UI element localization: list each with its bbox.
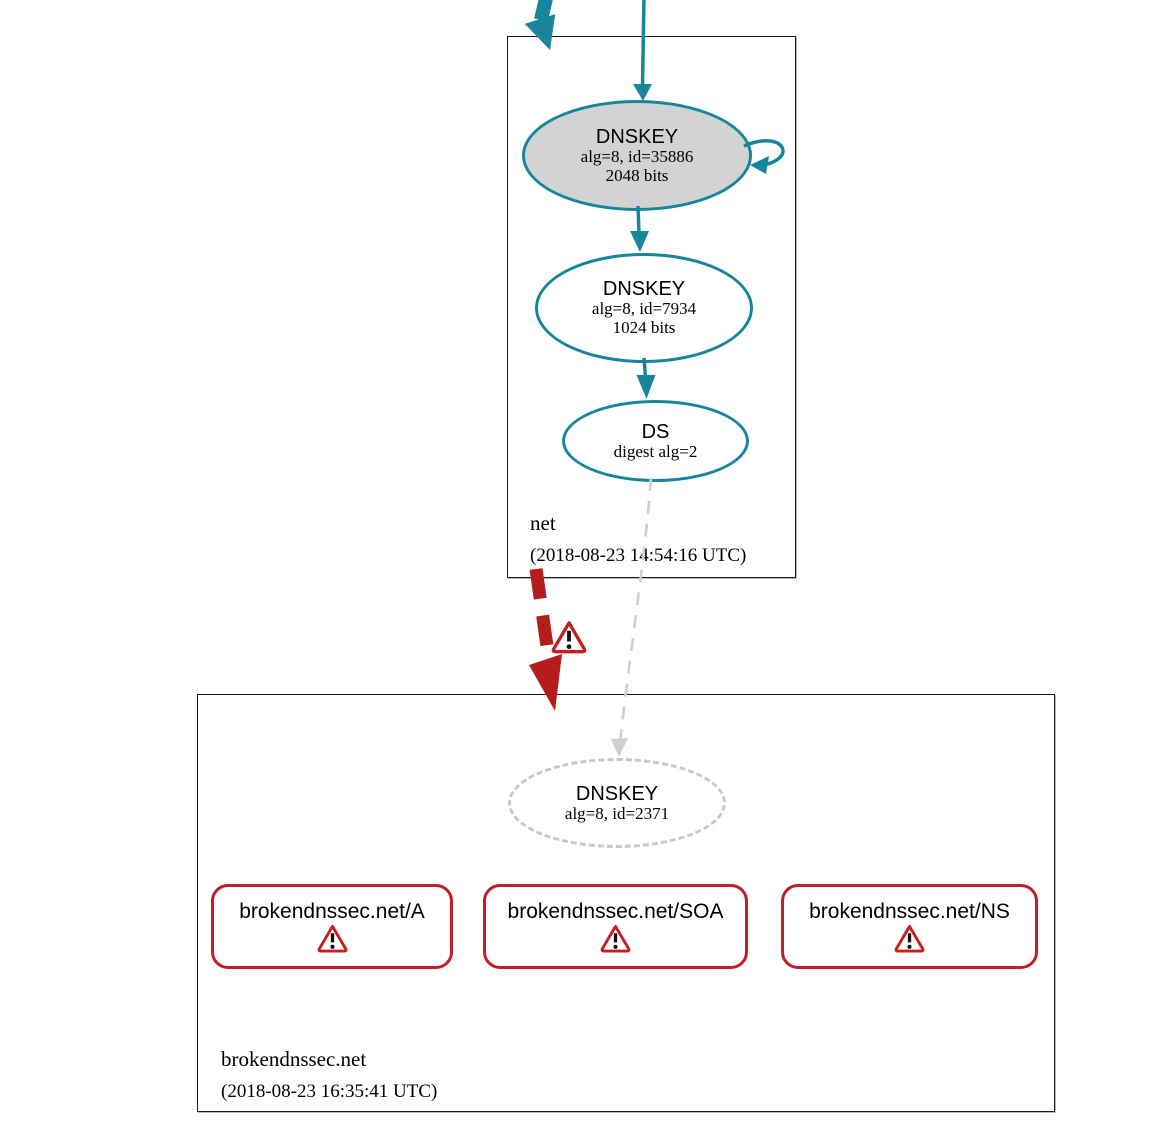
node-dnskey-zsk-7934[interactable] <box>535 253 753 363</box>
node-detail: alg=8, id=7934 <box>591 299 697 319</box>
node-title: DNSKEY <box>602 278 686 301</box>
warning-icon <box>600 924 631 953</box>
node-title: DS <box>641 420 670 443</box>
zone-timestamp-net: (2018-08-23 14:54:16 UTC) <box>530 545 747 566</box>
rrset-label: brokendnssec.net/A <box>239 900 425 923</box>
node-detail: 1024 bits <box>612 318 676 337</box>
node-detail: alg=8, id=2371 <box>564 803 670 823</box>
rrset-label: brokendnssec.net/SOA <box>507 900 724 923</box>
rrset-label: brokendnssec.net/NS <box>809 900 1010 923</box>
zone-timestamp-brokendnssec-net: (2018-08-23 16:35:41 UTC) <box>221 1081 438 1102</box>
zone-name-net: net <box>530 511 556 535</box>
rrset-brokendnssec-net-a[interactable] <box>211 884 453 969</box>
warning-icon <box>551 620 587 654</box>
node-detail: digest alg=2 <box>613 441 698 461</box>
node-dnskey-broken-2371[interactable] <box>508 758 726 848</box>
node-title: DNSKEY <box>595 125 679 148</box>
warning-icon <box>894 924 925 953</box>
node-ds[interactable] <box>562 400 749 482</box>
zone-name-brokendnssec-net: brokendnssec.net <box>221 1047 367 1071</box>
node-detail: alg=8, id=35886 <box>580 146 694 166</box>
node-title: DNSKEY <box>575 782 659 805</box>
warning-icon <box>317 924 348 953</box>
rrset-brokendnssec-net-ns[interactable] <box>781 884 1038 969</box>
node-detail: 2048 bits <box>605 165 669 185</box>
node-dnskey-ksk-35886[interactable] <box>522 100 752 211</box>
rrset-brokendnssec-net-soa[interactable] <box>483 884 748 969</box>
